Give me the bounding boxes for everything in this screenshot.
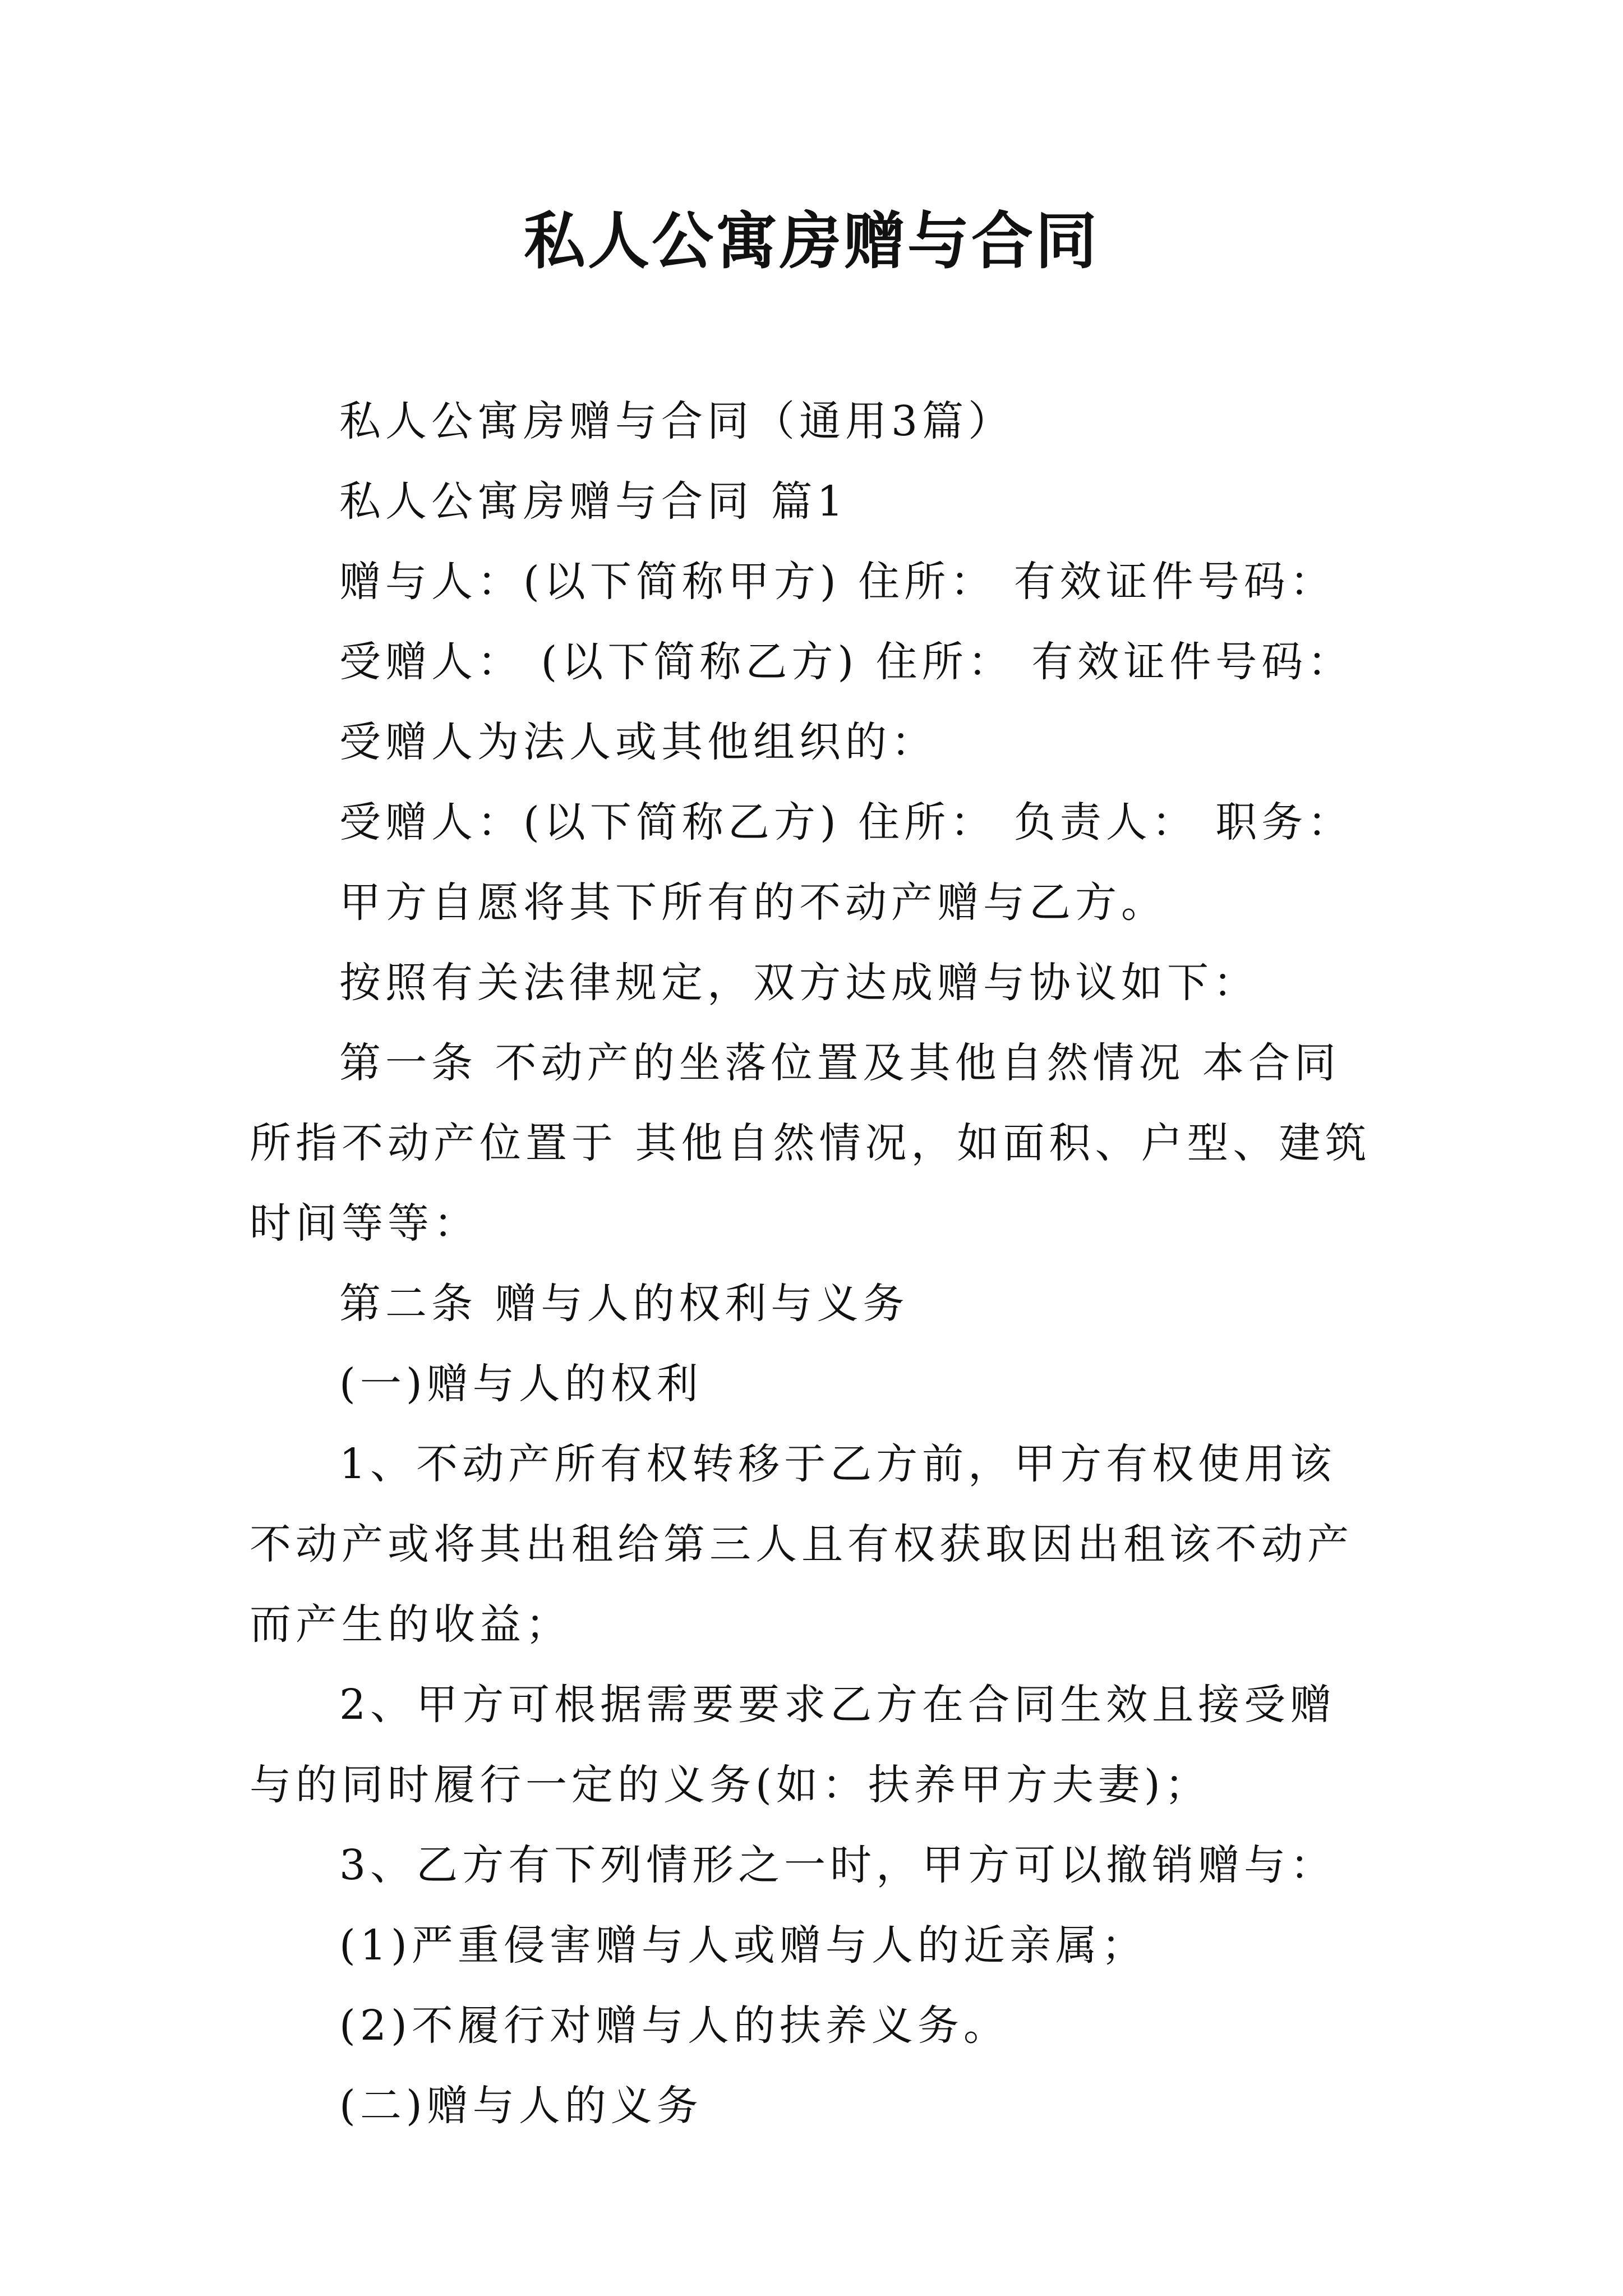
paragraph-article-1: 第一条 不动产的坐落位置及其他自然情况 本合同所指不动产位置于 其他自然情况，如面积、户型、建筑时间等等： xyxy=(250,1039,1371,1248)
paragraph-agreement: 按照有关法律规定，双方达成赠与协议如下： xyxy=(339,959,1259,1007)
paragraph-right-2: 2、甲方可根据需要要求乙方在合同生效且接受赠与的同时履行一定的义务(如：扶养甲方夫妻)； xyxy=(250,1681,1336,1809)
paragraph-section-heading: 私人公寓房赠与合同 篇1 xyxy=(339,477,848,526)
paragraph-intent: 甲方自愿将其下所有的不动产赠与乙方。 xyxy=(339,878,1167,927)
paragraph-subtitle: 私人公寓房赠与合同（通用3篇） xyxy=(339,397,1015,445)
paragraph-right-3-item-1: (1)严重侵害赠与人或赠与人的近亲属； xyxy=(339,1921,1147,1970)
paragraph-right-1: 1、不动产所有权转移于乙方前，甲方有权使用该不动产或将其出租给第三人且有权获取因出租该不动产而产生的收益； xyxy=(250,1440,1353,1649)
paragraph-donor: 赠与人：(以下简称甲方) 住所： 有效证件号码： xyxy=(339,558,1336,606)
paragraph-donor-rights-heading: (一)赠与人的权利 xyxy=(339,1360,703,1408)
paragraph-donee-organization: 受赠人为法人或其他组织的： xyxy=(339,718,937,766)
paragraph-article-2: 第二条 赠与人的权利与义务 xyxy=(339,1280,909,1328)
document-body xyxy=(250,381,1377,2146)
paragraph-right-3-item-2: (2)不履行对赠与人的扶养义务。 xyxy=(339,2001,1009,2050)
paragraph-right-3: 3、乙方有下列情形之一时，甲方可以撤销赠与： xyxy=(339,1841,1336,1889)
paragraph-donee-representative: 受赠人：(以下简称乙方) 住所： 负责人： 职务： xyxy=(339,798,1354,846)
document-title: 私人公寓房赠与合同 xyxy=(524,205,1099,277)
paragraph-donee: 受赠人： (以下简称乙方) 住所： 有效证件号码： xyxy=(339,638,1354,686)
paragraph-donor-obligations-heading: (二)赠与人的义务 xyxy=(339,2082,703,2130)
